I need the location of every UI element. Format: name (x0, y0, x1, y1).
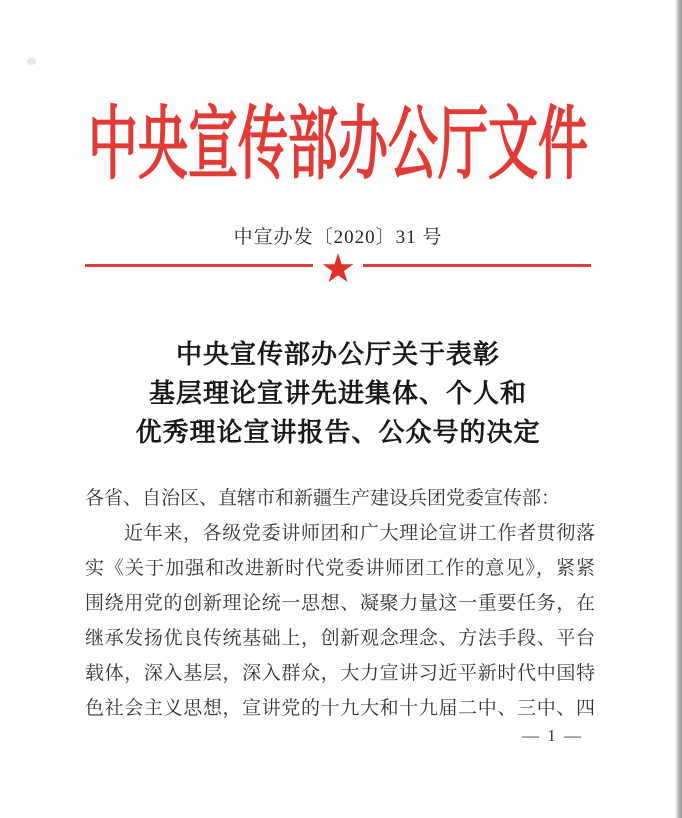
scan-speck-artifact (27, 58, 36, 65)
body-line: 继承发扬优良传统基础上，创新观念理念、方法手段、平台 (85, 628, 595, 649)
divider-line-left (85, 264, 313, 267)
document-title-line-1: 中央宣传部办公厅关于表彰 (175, 340, 500, 369)
document-title (0, 335, 676, 452)
body-line: 色社会主义思想，宣讲党的十九大和十九届二中、三中、四 (85, 698, 595, 719)
scan-edge-artifact (675, 0, 682, 818)
divider-line-right (363, 264, 591, 267)
document-title-line-2: 基层理论宣讲先进集体、个人和 (148, 379, 527, 408)
salutation-line: 各省、自治区、直辖市和新疆生产建设兵团党委宣传部： (85, 488, 561, 509)
body-line: 近年来，各级党委讲师团和广大理论宣讲工作者贯彻落 (124, 523, 595, 544)
body-line: 围绕用党的创新理论统一思想、凝聚力量这一重要任务，在 (85, 593, 595, 614)
document-title-line-3: 优秀理论宣讲报告、公众号的决定 (135, 418, 541, 447)
document-header-title (0, 88, 676, 188)
header-divider: ★ (85, 249, 591, 281)
page-number: — 1 — (522, 726, 583, 745)
document-header-title-text: 中央宣传部办公厅文件 (88, 99, 588, 190)
body-line: 载体，深入基层，深入群众，大力宣讲习近平新时代中国特 (85, 663, 595, 684)
document-body (85, 481, 595, 726)
body-line: 实《关于加强和改进新时代党委讲师团工作的意见》，紧紧 (85, 558, 595, 579)
document-number: 中宣办发〔2020〕31 号 (233, 227, 443, 248)
